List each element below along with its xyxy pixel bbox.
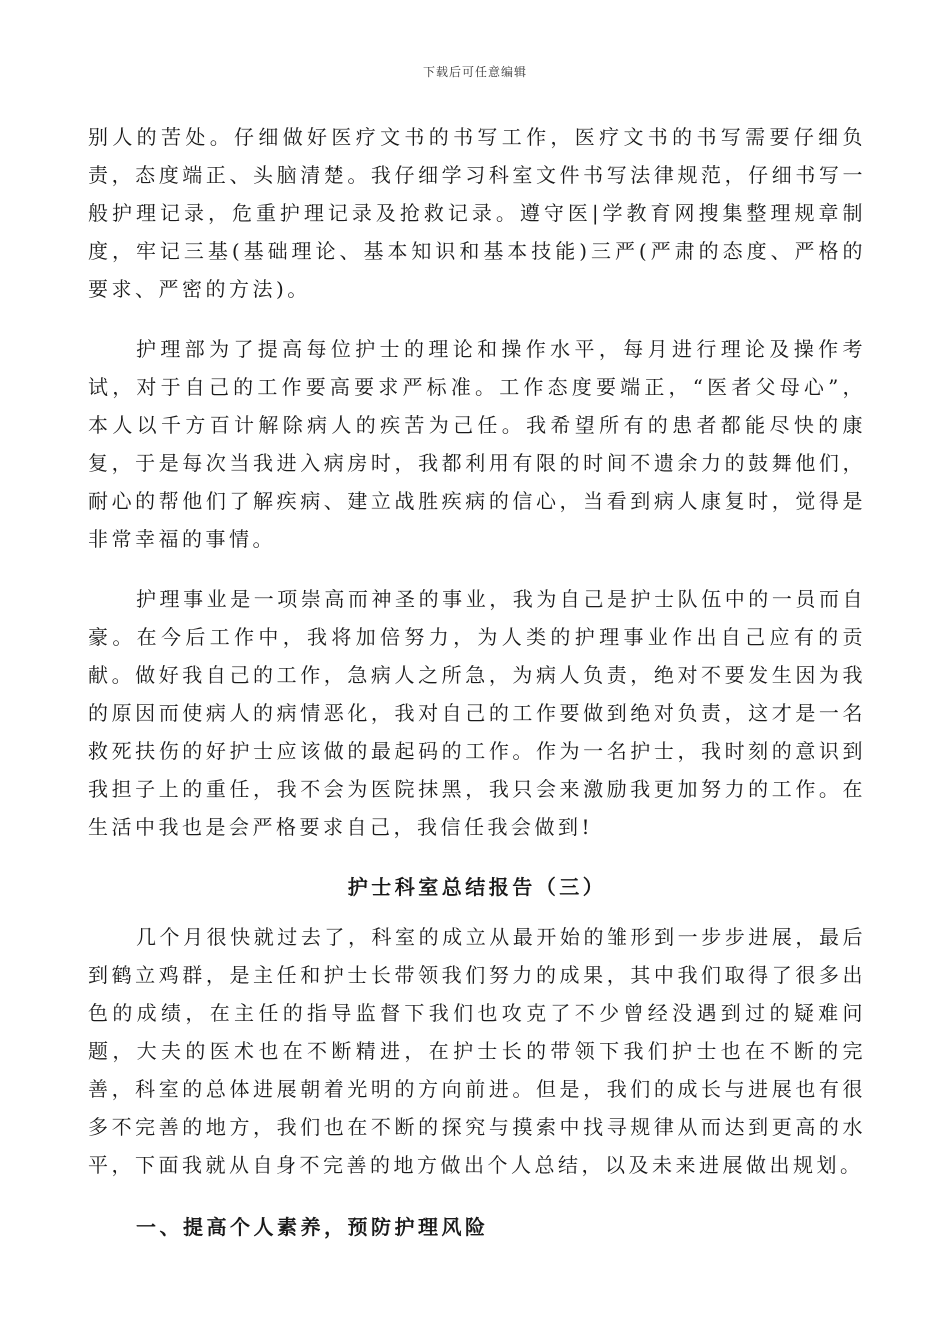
header-note: 下载后可任意编辑 xyxy=(422,65,527,79)
paragraph-gap xyxy=(88,558,866,580)
paragraph-nursing-department: 护理部为了提高每位护士的理论和操作水平，每月进行理论及操作考试，对于自己的工作要高要求严标准。工作态度要端正，“医者父母心”，本人以千方百计解除病人的疾苦为己任。我希望所有的患者都能尽快的康复，于是每次当我进入病房时，我都利用有限的时间不遗余力的鼓舞他们，耐心的帮他们了解疾病、建立战胜疾病的信心，当看到病人康复时，觉得是非常幸福的事情。 xyxy=(88,337,866,551)
paragraph-gap xyxy=(88,1184,866,1208)
sub-heading: 一、提高个人素养，预防护理风险 xyxy=(136,1215,489,1239)
document-body xyxy=(88,118,866,1246)
paragraph-gap xyxy=(88,906,866,918)
section-title: 护士科室总结报告（三） xyxy=(347,875,607,899)
paragraph-gap xyxy=(88,308,866,330)
paragraph-continued: 别人的苦处。仔细做好医疗文书的书写工作，医疗文书的书写需要仔细负责，态度端正、头脑清楚。我仔细学习科室文件书写法律规范，仔细书写一般护理记录，危重护理记录及抢救记录。遵守医|学教育网搜集整理规章制度，牢记三基(基础理论、基本知识和基本技能)三严(严肃的态度、严格的要求、严密的方法)。 xyxy=(88,125,866,301)
paragraph-nursing-career: 护理事业是一项崇高而神圣的事业，我为自己是护士队伍中的一员而自豪。在今后工作中，我将加倍努力，为人类的护理事业作出自己应有的贡献。做好我自己的工作，急病人之所急，为病人负责，绝对不要发生因为我的原因而使病人的病情恶化，我对自己的工作要做到绝对负责，这才是一名救死扶伤的好护士应该做的最起码的工作。作为一名护士，我时刻的意识到我担子上的重任，我不会为医院抹黑，我只会来激励我更加努力的工作。在生活中我也是会严格要求自己，我信任我会做到! xyxy=(88,587,866,839)
paragraph-summary-intro: 几个月很快就过去了，科室的成立从最开始的雏形到一步步进展，最后到鹤立鸡群，是主任和护士长带领我们努力的成果，其中我们取得了很多出色的成绩，在主任的指导监督下我们也攻克了不少曾经没遇到过的疑难问题，大夫的医术也在不断精进，在护士长的带领下我们护士也在不断的完善，科室的总体进展朝着光明的方向前进。但是，我们的成长与进展也有很多不完善的地方，我们也在不断的探究与摸索中找寻规律从而达到更高的水平，下面我就从自身不完善的地方做出个人总结，以及未来进展做出规划。 xyxy=(88,925,866,1177)
paragraph-gap xyxy=(88,846,866,868)
